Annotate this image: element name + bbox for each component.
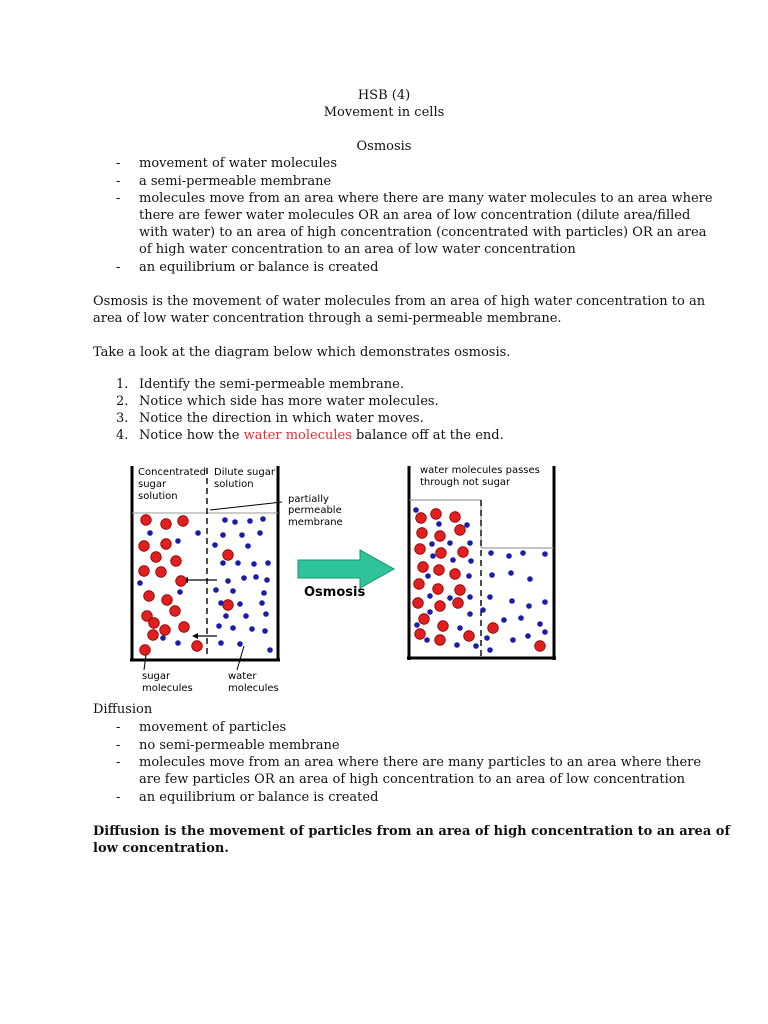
sugar-molecule — [148, 630, 159, 641]
water-molecule — [542, 599, 548, 605]
step-text-post: balance off at the end. — [351, 428, 504, 443]
sugar-molecule — [144, 591, 155, 602]
water-molecule — [241, 575, 247, 581]
sugar-molecule — [149, 618, 160, 629]
water-molecule — [225, 578, 231, 584]
list-item: movement of water molecules — [139, 156, 338, 171]
list-item-continuation: are few particles OR an area of high concentration to an area of low concentration — [139, 772, 685, 787]
water-molecule — [466, 573, 472, 579]
sugar-molecule — [178, 516, 189, 527]
label-concentrated: solution — [138, 491, 178, 502]
label-sugar-molecules: molecules — [142, 683, 193, 694]
water-molecule — [510, 637, 516, 643]
sugar-molecule — [141, 515, 152, 526]
water-molecule — [454, 642, 460, 648]
water-molecule — [527, 576, 533, 582]
step-text: Notice which side has more water molecules. — [139, 394, 439, 409]
sugar-molecule — [139, 566, 150, 577]
list-item-continuation: there are fewer water molecules OR an area of low concentration (dilute area/filled — [139, 208, 691, 223]
topic-title: Movement in cells — [323, 105, 445, 120]
sugar-molecule — [438, 621, 449, 632]
bullet-dash: - — [116, 260, 121, 275]
sugar-molecule — [160, 625, 171, 636]
water-molecule — [473, 643, 479, 649]
diagram-intro: Take a look at the diagram below which demonstrates osmosis. — [93, 345, 511, 360]
water-molecule — [195, 530, 201, 536]
label-membrane: membrane — [288, 517, 343, 528]
water-molecule — [147, 530, 153, 536]
water-pointer-line — [237, 646, 244, 670]
sugar-molecule — [156, 567, 167, 578]
arrow-icon — [298, 550, 394, 588]
sugar-molecule — [179, 622, 190, 633]
water-molecule — [160, 635, 166, 641]
water-molecule — [457, 625, 463, 631]
list-item: a semi-permeable membrane — [139, 174, 332, 189]
water-molecule — [265, 560, 271, 566]
water-molecule — [230, 588, 236, 594]
water-molecule — [414, 622, 420, 628]
water-molecule — [261, 590, 267, 596]
water-molecule — [542, 551, 548, 557]
step-text: Notice the direction in which water moves. — [139, 411, 424, 426]
sugar-molecule — [455, 525, 466, 536]
list-item: molecules move from an area where there are many water molecules to an area where — [139, 191, 713, 206]
sugar-molecule — [458, 547, 469, 558]
step-text-pre: Notice how the — [139, 428, 244, 443]
water-molecule — [243, 613, 249, 619]
section-heading-osmosis: Osmosis — [356, 139, 412, 154]
water-flow-arrow-head — [192, 633, 198, 639]
sugar-molecule — [415, 544, 426, 555]
label-concentrated: sugar — [138, 479, 167, 490]
step-number: 4. — [116, 428, 129, 443]
water-molecule — [506, 553, 512, 559]
sugar-molecule — [435, 601, 446, 612]
osmosis-definition-line1: Osmosis is the movement of water molecules from an area of high water concentration to an — [93, 294, 706, 309]
sugar-molecule — [161, 539, 172, 550]
water-molecule — [488, 550, 494, 556]
bullet-dash: - — [116, 174, 121, 189]
label-dilute: Dilute sugar — [214, 467, 275, 478]
bullet-dash: - — [116, 755, 121, 770]
water-molecule — [267, 647, 273, 653]
sugar-molecule — [535, 641, 546, 652]
water-molecule — [259, 600, 265, 606]
water-molecule — [467, 594, 473, 600]
water-molecule — [436, 521, 442, 527]
list-item: molecules move from an area where there are many particles to an area where there — [139, 755, 702, 770]
sugar-molecule — [434, 565, 445, 576]
water-molecule — [427, 609, 433, 615]
label-after: water molecules passes — [420, 465, 540, 476]
water-molecule — [262, 628, 268, 634]
water-molecule — [260, 516, 266, 522]
water-molecule — [487, 647, 493, 653]
osmosis-diagram — [120, 460, 560, 700]
water-molecule — [223, 613, 229, 619]
list-item: an equilibrium or balance is created — [139, 790, 379, 805]
sugar-molecule — [140, 645, 151, 656]
beaker-after — [407, 465, 556, 660]
sugar-molecule — [171, 556, 182, 567]
water-molecule — [257, 530, 263, 536]
sugar-molecule — [162, 595, 173, 606]
water-molecule — [526, 603, 532, 609]
water-molecule — [509, 598, 515, 604]
sugar-molecule — [455, 585, 466, 596]
label-after: through not sugar — [420, 477, 511, 488]
highlight-water-molecules: water molecules — [243, 428, 352, 443]
beaker-before — [130, 466, 343, 694]
water-molecule — [501, 617, 507, 623]
water-molecule — [175, 640, 181, 646]
water-molecule — [218, 600, 224, 606]
step-text: Identify the semi-permeable membrane. — [139, 377, 404, 392]
list-item: no semi-permeable membrane — [139, 738, 340, 753]
water-molecule — [237, 641, 243, 647]
sugar-molecule — [418, 562, 429, 573]
water-molecule — [447, 540, 453, 546]
water-molecule — [413, 507, 419, 513]
bullet-dash: - — [116, 790, 121, 805]
membrane-pointer-line — [210, 502, 282, 510]
step-text — [139, 428, 504, 443]
list-item: movement of particles — [139, 720, 287, 735]
bullet-dash: - — [116, 720, 121, 735]
water-molecule — [237, 601, 243, 607]
sugar-molecule — [139, 541, 150, 552]
sugar-molecule — [431, 509, 442, 520]
arrow-label: Osmosis — [304, 585, 366, 600]
osmosis-arrow — [298, 550, 394, 600]
sugar-molecule — [433, 584, 444, 595]
water-molecule — [518, 615, 524, 621]
list-item-continuation: with water) to an area of high concentration (concentrated with particles) OR an area — [139, 225, 707, 240]
label-membrane: partially — [288, 494, 329, 505]
diffusion-definition-line2: low concentration. — [93, 841, 229, 856]
water-molecule — [249, 626, 255, 632]
list-item-continuation: of high water concentration to an area of low water concentration — [139, 242, 576, 257]
water-molecule — [247, 518, 253, 524]
water-molecule — [218, 640, 224, 646]
water-molecule — [464, 522, 470, 528]
water-molecule — [484, 635, 490, 641]
water-molecule — [216, 623, 222, 629]
water-molecule — [424, 637, 430, 643]
water-molecule — [263, 611, 269, 617]
sugar-molecule — [170, 606, 181, 617]
water-molecule — [467, 540, 473, 546]
sugar-molecule — [488, 623, 499, 634]
water-molecule — [232, 519, 238, 525]
water-molecule — [137, 580, 143, 586]
label-concentrated: Concentrated — [138, 467, 207, 478]
water-molecule — [542, 629, 548, 635]
water-molecule — [537, 621, 543, 627]
osmosis-definition-line2: area of low water concentration through a semi-permeable membrane. — [93, 311, 562, 326]
water-molecule — [245, 543, 251, 549]
label-sugar-molecules: sugar — [142, 671, 171, 682]
water-molecule — [429, 541, 435, 547]
water-molecule — [467, 611, 473, 617]
sugar-molecule — [450, 512, 461, 523]
sugar-molecule — [161, 519, 172, 530]
step-number: 1. — [116, 377, 129, 392]
sugar-molecule — [453, 598, 464, 609]
water-molecule — [450, 557, 456, 563]
sugar-molecule — [435, 531, 446, 542]
label-water-molecules: water — [228, 671, 257, 682]
label-water-molecules: molecules — [228, 683, 279, 694]
sugar-molecule — [419, 614, 430, 625]
water-molecule — [175, 538, 181, 544]
course-title: HSB (4) — [357, 88, 411, 103]
sugar-molecule — [417, 528, 428, 539]
water-molecule — [480, 607, 486, 613]
water-molecule — [447, 595, 453, 601]
water-molecule — [222, 517, 228, 523]
bullet-dash: - — [116, 156, 121, 171]
sugar-molecule — [176, 576, 187, 587]
step-number: 3. — [116, 411, 129, 426]
label-dilute: solution — [214, 479, 254, 490]
water-molecule — [427, 593, 433, 599]
sugar-molecule — [450, 569, 461, 580]
water-molecule — [508, 570, 514, 576]
sugar-molecule — [223, 600, 234, 611]
label-membrane: permeable — [288, 505, 342, 516]
sugar-molecule — [436, 548, 447, 559]
water-molecule — [525, 633, 531, 639]
section-heading-diffusion: Diffusion — [93, 702, 153, 717]
bullet-dash: - — [116, 738, 121, 753]
water-molecule — [235, 560, 241, 566]
sugar-molecule — [464, 631, 475, 642]
water-molecule — [212, 542, 218, 548]
water-molecule — [220, 532, 226, 538]
water-molecule — [177, 589, 183, 595]
water-molecule — [213, 587, 219, 593]
list-item: an equilibrium or balance is created — [139, 260, 379, 275]
sugar-molecule — [415, 629, 426, 640]
diffusion-definition-line1: Diffusion is the movement of particles from an area of high concentration to an area of — [93, 824, 731, 839]
water-molecule — [220, 560, 226, 566]
water-molecule — [468, 558, 474, 564]
step-number: 2. — [116, 394, 129, 409]
water-molecule — [425, 573, 431, 579]
water-molecule — [239, 532, 245, 538]
bullet-dash: - — [116, 191, 121, 206]
water-molecule — [487, 594, 493, 600]
water-molecule — [430, 553, 436, 559]
water-molecule — [520, 550, 526, 556]
water-molecule — [251, 561, 257, 567]
water-molecule — [264, 577, 270, 583]
sugar-molecule — [192, 641, 203, 652]
sugar-molecule — [416, 513, 427, 524]
water-molecule — [230, 625, 236, 631]
water-molecule — [253, 574, 259, 580]
sugar-molecule — [413, 598, 424, 609]
water-molecule — [489, 572, 495, 578]
sugar-molecule — [435, 635, 446, 646]
sugar-molecule — [151, 552, 162, 563]
sugar-molecule — [223, 550, 234, 561]
sugar-molecule — [414, 579, 425, 590]
